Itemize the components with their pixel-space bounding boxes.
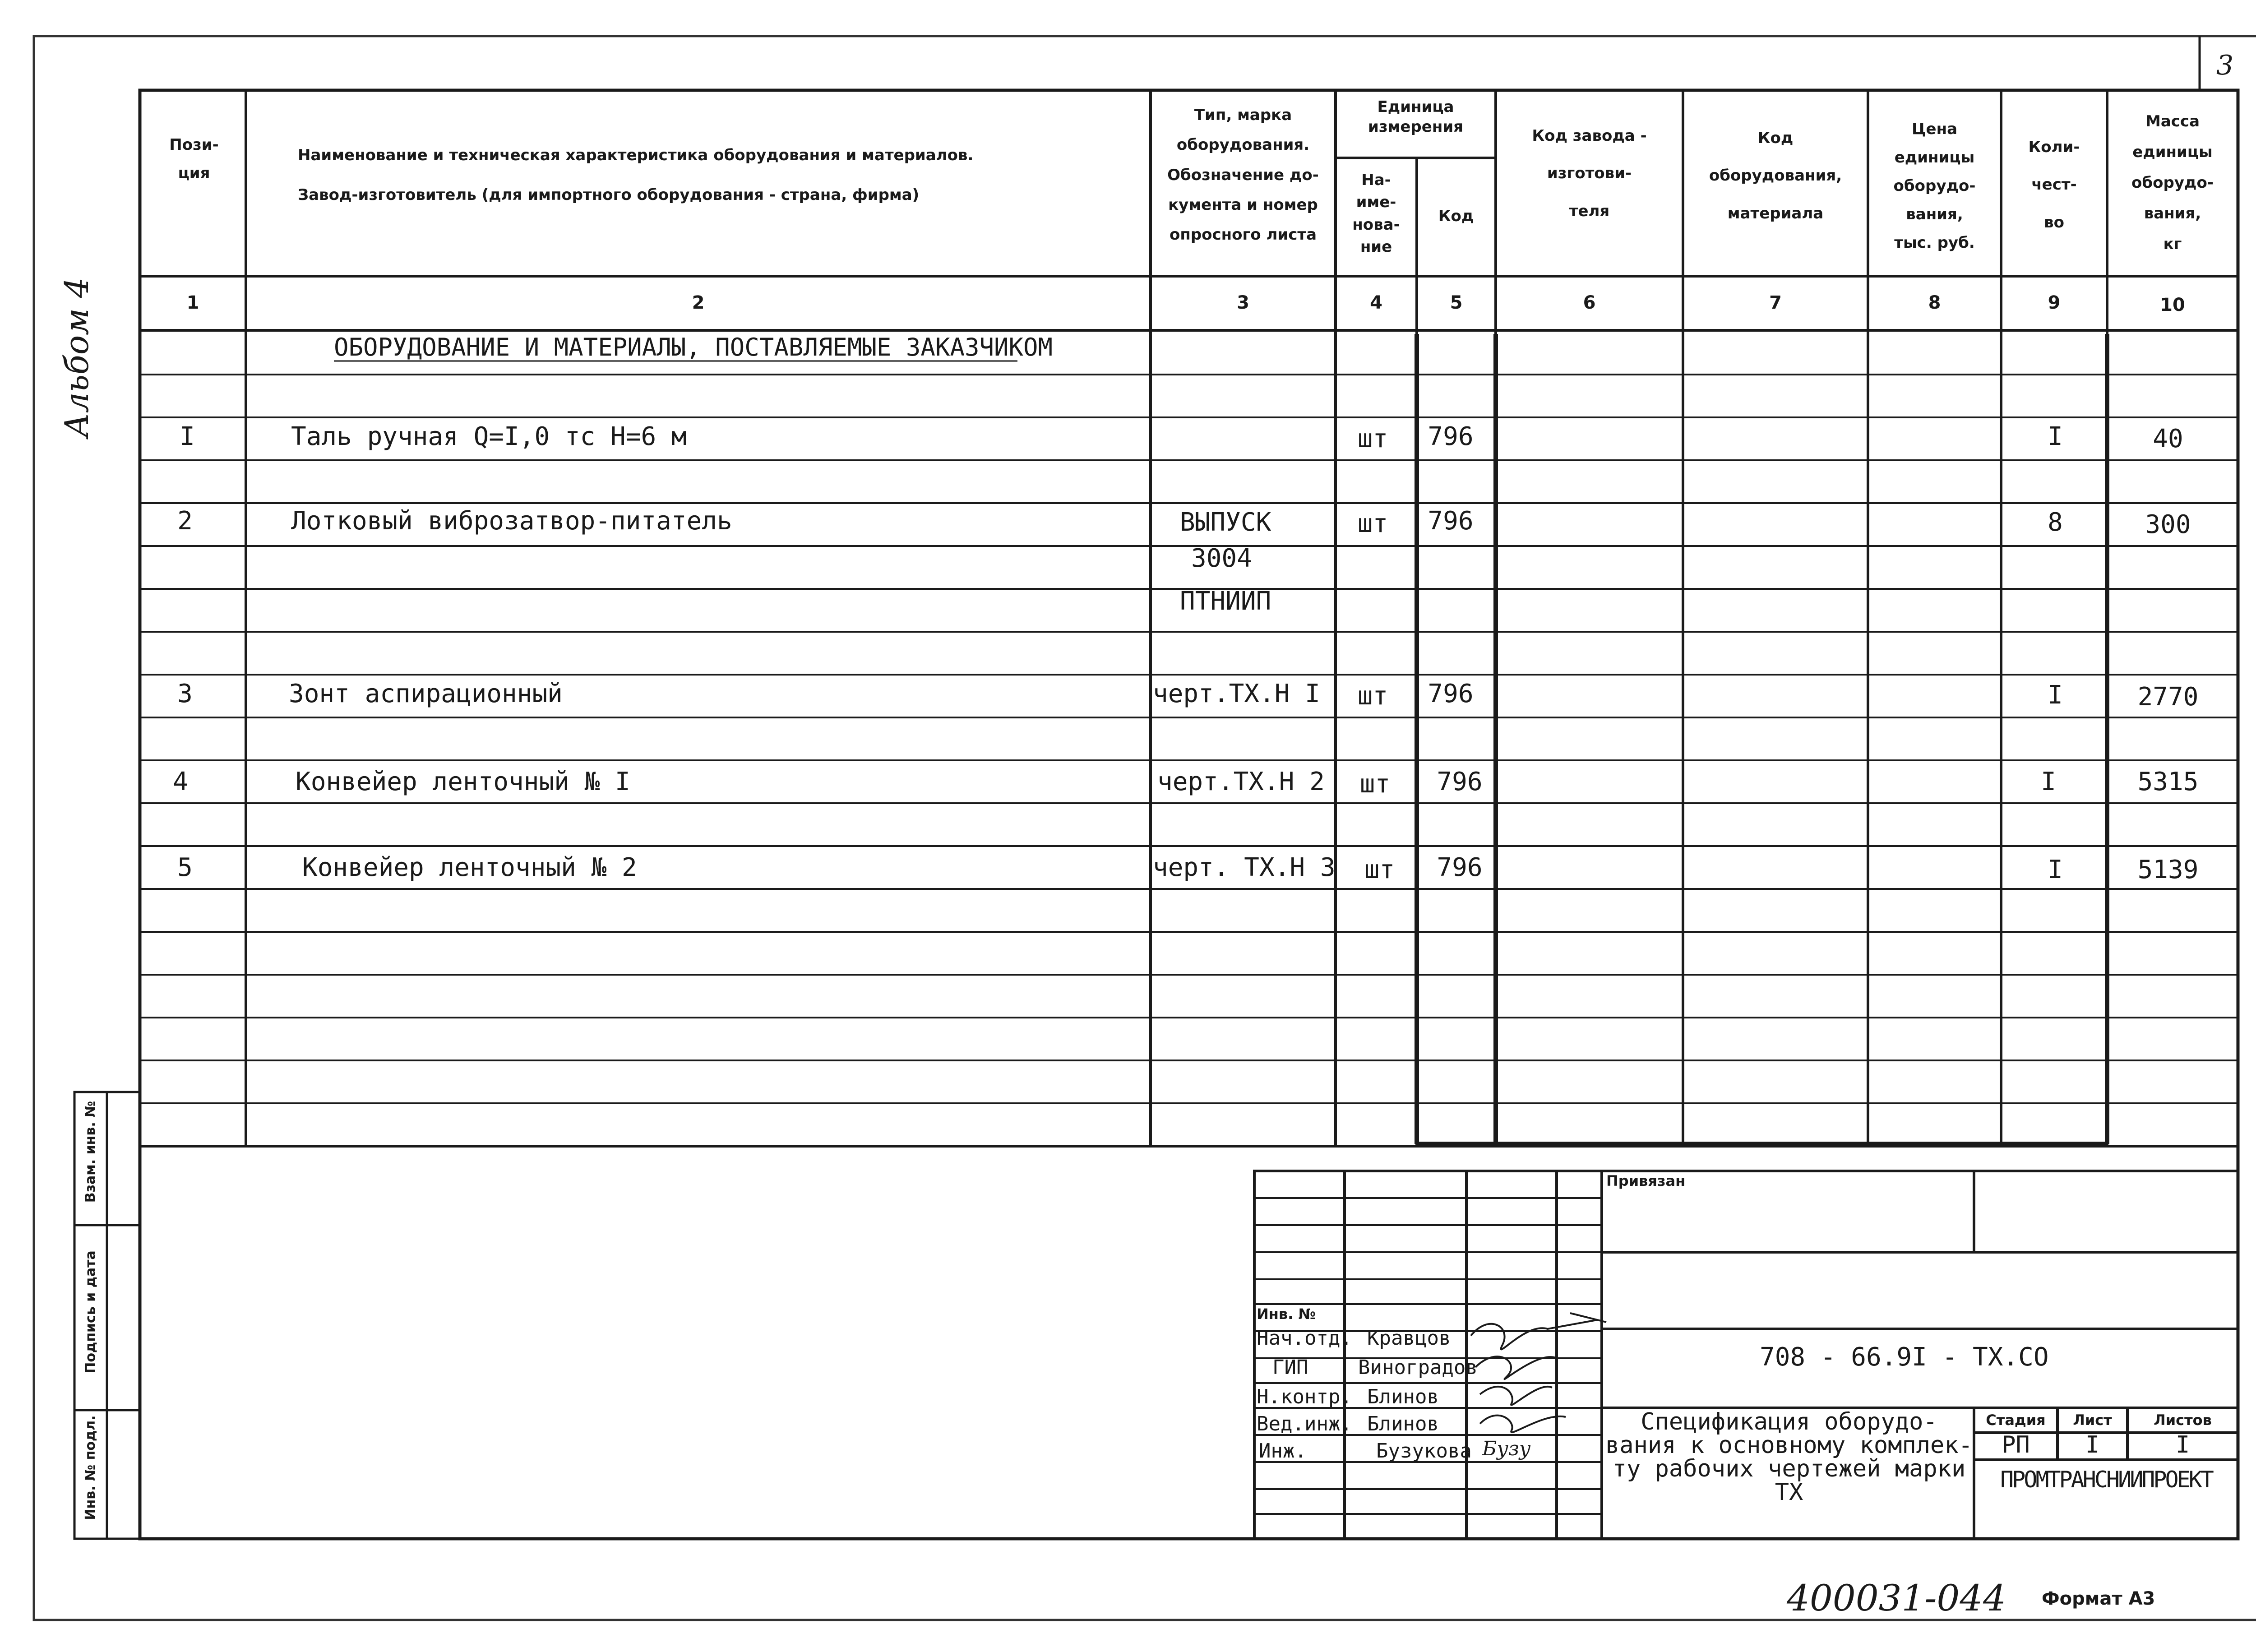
signature-name-1: Кравцов: [1367, 1327, 1451, 1350]
copy-number: 4: [1983, 1577, 2006, 1619]
row-4-position: 4: [173, 767, 188, 796]
header-name: Наименование и техническая характеристика оборудования и материалов. Завод-изготовитель (для импортного оборудования - страна, фирма): [298, 146, 974, 204]
document-code: 708 - 66.9I - ТХ.СО: [1760, 1342, 2049, 1372]
row-4-name: Конвейер ленточный № I: [296, 767, 630, 796]
row-1-position: I: [180, 422, 195, 451]
stage-value: РП: [2002, 1431, 2030, 1458]
signature-name-2: Виноградов: [1358, 1356, 1478, 1379]
row-1-name: Таль ручная Q=I,0 тс Н=6 м: [291, 422, 687, 451]
row-2-type-line-3: ПТНИИП: [1180, 587, 1271, 616]
column-number-8: 8: [1928, 292, 1941, 313]
header-equipment-code: Код оборудования, материала: [1709, 129, 1842, 222]
signature-role-4: Вед.инж.: [1257, 1412, 1352, 1435]
stage-label: Стадия: [1986, 1411, 2046, 1429]
header-position: Пози- ция: [169, 136, 219, 182]
bound-label: Привязан: [1606, 1172, 1686, 1189]
signature-name-3: Блинов: [1367, 1385, 1439, 1408]
signature-name-5: Бузукова: [1376, 1439, 1472, 1462]
row-5-mass: 5139: [2137, 855, 2199, 884]
row-1-quantity: I: [2048, 422, 2063, 451]
row-5-name: Конвейер ленточный № 2: [302, 853, 637, 882]
row-5-unit-code: 796: [1437, 853, 1483, 882]
header-price: Цена единицы оборудо- вания, тыс. руб.: [1893, 120, 1976, 252]
column-number-1: 1: [186, 292, 199, 313]
row-2-mass: 300: [2145, 510, 2191, 539]
row-2-position: 2: [177, 506, 193, 536]
signature-role-1: Нач.отд.: [1257, 1327, 1352, 1350]
sheet-label: Лист: [2073, 1411, 2112, 1429]
row-5-position: 5: [177, 853, 193, 882]
row-4-unit-code: 796: [1437, 767, 1483, 796]
section-title: ОБОРУДОВАНИЕ И МАТЕРИАЛЫ, ПОСТАВЛЯЕМЫЕ ЗАКАЗЧИКОМ: [334, 333, 1053, 361]
page-number: 3: [2216, 50, 2234, 81]
row-4-mass: 5315: [2137, 767, 2199, 796]
row-2-unit-code: 796: [1428, 506, 1474, 536]
row-2-unit: шт: [1357, 509, 1388, 538]
side-stamp-signature-date: Подпись и дата: [83, 1250, 99, 1374]
header-mass: Масса единицы оборудо- вания, кг: [2131, 112, 2214, 253]
album-label: Альбом 4: [58, 277, 96, 438]
row-4-quantity: I: [2041, 767, 2056, 796]
sheets-total-label: Листов: [2154, 1411, 2212, 1429]
row-2-type-line-2: 3004: [1191, 544, 1252, 573]
archive-number: 400031-04: [1787, 1577, 1983, 1619]
row-3-quantity: I: [2048, 680, 2063, 710]
header-unit-code: Код: [1438, 207, 1474, 225]
row-4-unit: шт: [1359, 769, 1391, 799]
column-number-5: 5: [1450, 292, 1463, 313]
row-3-unit: шт: [1357, 681, 1388, 711]
row-5-type: черт. ТХ.Н 3: [1153, 853, 1336, 882]
row-1-unit-code: 796: [1428, 422, 1474, 451]
signature-role-5: Инж.: [1259, 1439, 1307, 1462]
header-unit-name: На- име- нова- ние: [1352, 171, 1400, 256]
column-number-7: 7: [1769, 292, 1782, 313]
row-3-unit-code: 796: [1428, 679, 1474, 708]
row-4-type: черт.ТХ.Н 2: [1157, 767, 1325, 796]
column-number-6: 6: [1583, 292, 1596, 313]
sheet-number-value: I: [2085, 1431, 2100, 1458]
column-number-4: 4: [1370, 292, 1382, 313]
sheets-total-value: I: [2175, 1431, 2190, 1458]
row-1-mass: 40: [2153, 424, 2183, 453]
row-3-position: 3: [177, 679, 193, 708]
format-label: Формат А3: [2042, 1588, 2155, 1609]
row-2-type: ВЫПУСК: [1180, 508, 1271, 537]
header-type: Тип, марка оборудования. Обозначение до- кумента и номер опросного листа: [1167, 106, 1319, 244]
row-5-unit: шт: [1364, 855, 1395, 884]
row-3-type: черт.ТХ.Н I: [1153, 679, 1320, 708]
signature-scribble-2: [1475, 1356, 1557, 1379]
side-stamp-original-inv: Инв. № подл.: [83, 1415, 98, 1520]
header-factory-code: Код завода - изготови- теля: [1532, 127, 1647, 220]
row-2-quantity: 8: [2048, 508, 2063, 537]
spec-table-row-lines: [140, 375, 2238, 1103]
signature-scribble-4: [1480, 1416, 1566, 1432]
column-number-2: 2: [692, 292, 705, 313]
row-1-unit: шт: [1357, 424, 1388, 453]
signature-handwritten-5: Бузу: [1482, 1437, 1531, 1460]
row-2-name: Лотковый виброзатвор-питатель: [291, 506, 732, 536]
signature-name-4: Блинов: [1367, 1412, 1439, 1435]
signature-scribble-3: [1480, 1387, 1552, 1405]
spec-table-heavy-lines: [1417, 334, 2107, 1144]
inv-number-label: Инв. №: [1257, 1305, 1316, 1323]
signature-role-3: Н.контр.: [1257, 1385, 1352, 1408]
column-number-9: 9: [2048, 292, 2061, 313]
column-number-3: 3: [1237, 292, 1249, 313]
side-stamp-replacement: Взам. инв. №: [83, 1101, 98, 1203]
header-unit: Единица измерения: [1368, 98, 1463, 136]
header-quantity: Коли- чест- во: [2028, 138, 2080, 231]
signature-role-2: ГИП: [1272, 1356, 1308, 1379]
signature-scribble-1: [1471, 1313, 1606, 1349]
document-title: Спецификация оборудо- вания к основному комплек- ту рабочих чертежей марки ТХ: [1605, 1408, 1973, 1506]
row-3-mass: 2770: [2137, 682, 2199, 712]
column-number-10: 10: [2160, 295, 2185, 315]
sheet-outer-frame: [34, 36, 2256, 1620]
organization-name: ПРОМТРАНСНИИПРОЕКТ: [2000, 1467, 2212, 1493]
row-5-quantity: I: [2048, 855, 2063, 884]
row-3-name: Зонт аспирационный: [289, 679, 563, 708]
